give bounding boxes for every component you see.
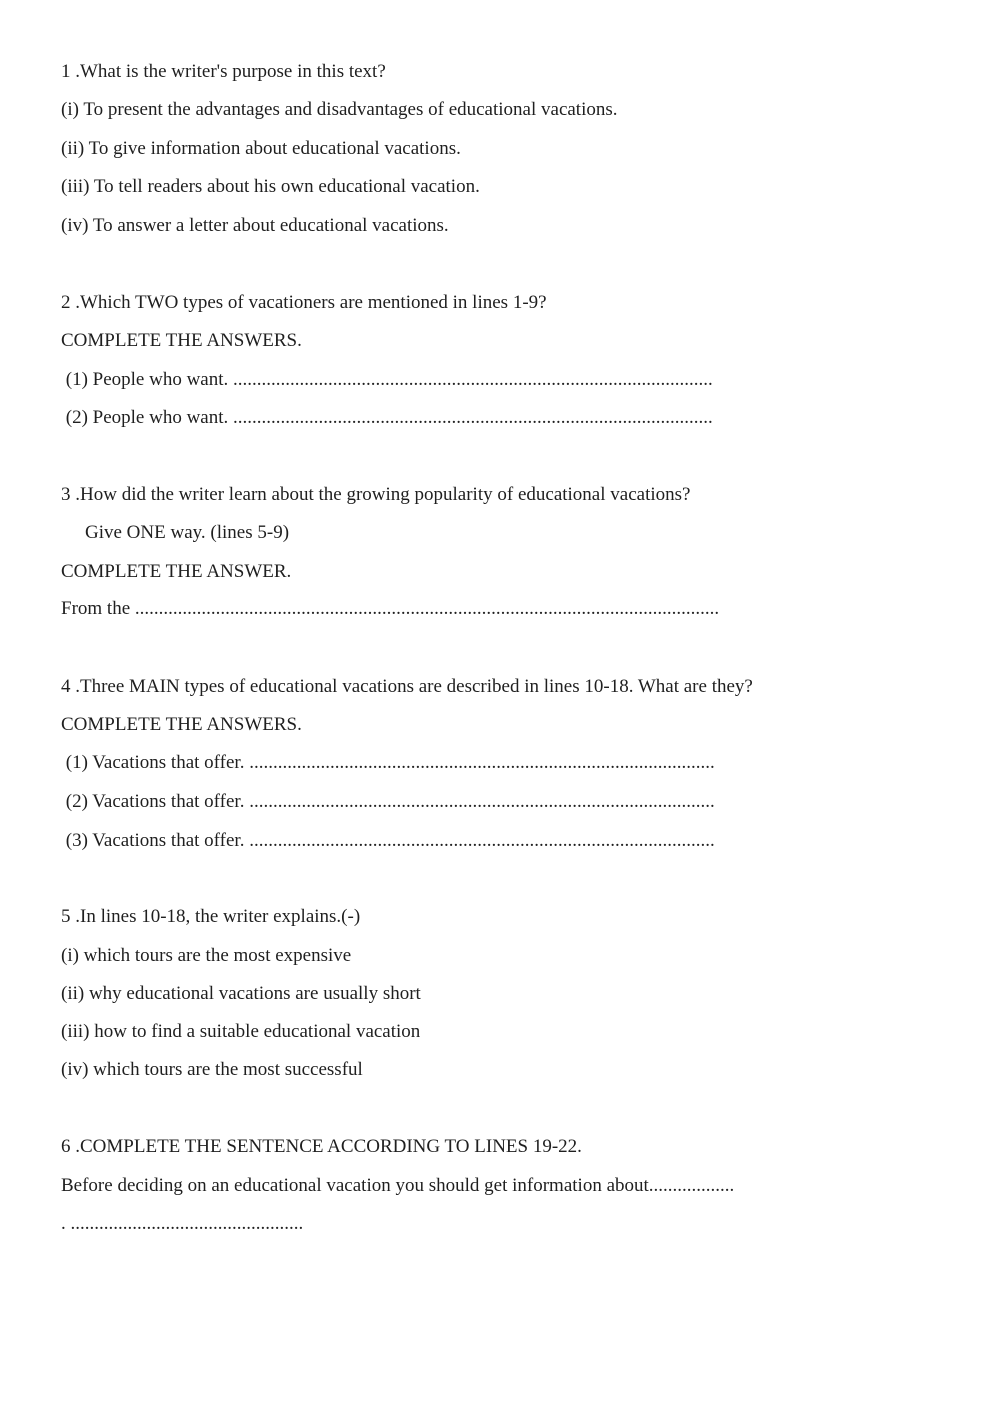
q6-continuation-field[interactable]: . .................................................	[61, 1213, 304, 1234]
q2-instruction: COMPLETE THE ANSWERS.	[61, 330, 302, 351]
q3-sub-instruction: Give ONE way. (lines 5-9)	[85, 522, 290, 543]
q5-option-iii[interactable]: (iii) how to find a suitable educational vacation	[61, 1021, 421, 1042]
q4-answer-2-field[interactable]: (2) Vacations that offer. ..................................................................................................	[61, 791, 715, 812]
q1-option-iii[interactable]: (iii) To tell readers about his own educational vacation.	[61, 176, 480, 197]
q2-answer-1-field[interactable]: (1) People who want. .....................................................................................................	[61, 369, 713, 390]
q4-answer-1-field[interactable]: (1) Vacations that offer. ..................................................................................................	[61, 752, 715, 773]
q4-answer-3-field[interactable]: (3) Vacations that offer. ..................................................................................................	[61, 830, 715, 851]
question-3: 3 .How did the writer learn about the growing popularity of educational vacations?	[61, 484, 691, 505]
question-4: 4 .Three MAIN types of educational vacations are described in lines 10-18. What are they?	[61, 676, 753, 697]
q1-option-iv[interactable]: (iv) To answer a letter about educational vacations.	[61, 215, 449, 236]
q4-instruction: COMPLETE THE ANSWERS.	[61, 714, 302, 735]
question-2: 2 .Which TWO types of vacationers are mentioned in lines 1-9?	[61, 292, 547, 313]
question-5: 5 .In lines 10-18, the writer explains.(-)	[61, 906, 361, 927]
q5-option-iv[interactable]: (iv) which tours are the most successful	[61, 1059, 363, 1080]
q3-answer-field[interactable]: From the ...........................................................................................................................	[61, 598, 720, 619]
q5-option-i[interactable]: (i) which tours are the most expensive	[61, 945, 352, 966]
q1-option-i[interactable]: (i) To present the advantages and disadvantages of educational vacations.	[61, 99, 618, 120]
q1-option-ii[interactable]: (ii) To give information about educational vacations.	[61, 138, 461, 159]
question-1: 1 .What is the writer's purpose in this text?	[61, 61, 386, 82]
question-6: 6 .COMPLETE THE SENTENCE ACCORDING TO LINES 19-22.	[61, 1136, 582, 1157]
q3-instruction: COMPLETE THE ANSWER.	[61, 561, 292, 582]
q5-option-ii[interactable]: (ii) why educational vacations are usually short	[61, 983, 421, 1004]
q2-answer-2-field[interactable]: (2) People who want. .....................................................................................................	[61, 407, 713, 428]
q6-sentence-field[interactable]: Before deciding on an educational vacation you should get information about..................	[61, 1175, 735, 1196]
